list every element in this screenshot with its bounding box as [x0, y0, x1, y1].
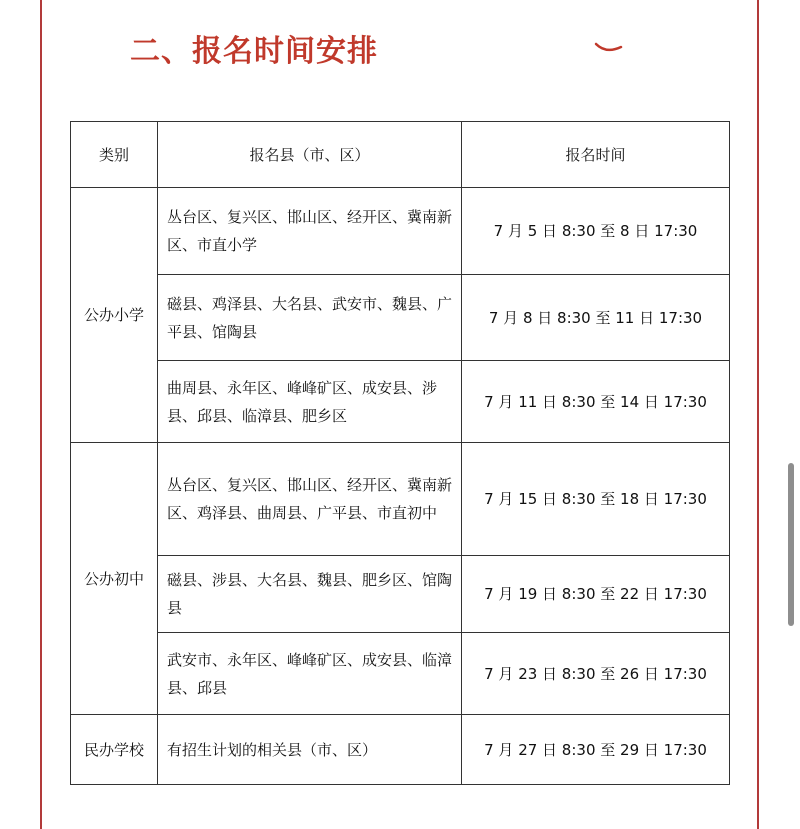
table-row: [71, 275, 730, 361]
page-border-right: [757, 0, 759, 829]
table-row: [71, 188, 730, 275]
table-row: [71, 443, 730, 556]
category-cell: 民办学校: [71, 715, 158, 785]
time-cell: 7 月 5 日 8:30 至 8 日 17:30: [462, 188, 730, 275]
category-cell: 公办小学: [71, 188, 158, 443]
time-cell: 7 月 23 日 8:30 至 26 日 17:30: [462, 633, 730, 715]
table-row: [71, 361, 730, 443]
table-row: [71, 556, 730, 633]
header-time: 报名时间: [462, 122, 730, 188]
counties-cell: 武安市、永年区、峰峰矿区、成安县、临漳县、邱县: [158, 633, 462, 715]
counties-cell: 丛台区、复兴区、邯山区、经开区、冀南新区、鸡泽县、曲周县、广平县、市直初中: [158, 443, 462, 556]
table-header-row: [71, 122, 730, 188]
table-row: [71, 715, 730, 785]
time-cell: 7 月 8 日 8:30 至 11 日 17:30: [462, 275, 730, 361]
header-category: 类别: [71, 122, 158, 188]
time-cell: 7 月 11 日 8:30 至 14 日 17:30: [462, 361, 730, 443]
time-cell: 7 月 19 日 8:30 至 22 日 17:30: [462, 556, 730, 633]
category-cell: 公办初中: [71, 443, 158, 715]
time-cell: 7 月 15 日 8:30 至 18 日 17:30: [462, 443, 730, 556]
registration-schedule-table: [70, 121, 730, 785]
counties-cell: 曲周县、永年区、峰峰矿区、成安县、涉县、邱县、临漳县、肥乡区: [158, 361, 462, 443]
counties-cell: 磁县、鸡泽县、大名县、武安市、魏县、广平县、馆陶县: [158, 275, 462, 361]
counties-cell: 有招生计划的相关县（市、区）: [158, 715, 462, 785]
counties-cell: 丛台区、复兴区、邯山区、经开区、冀南新区、市直小学: [158, 188, 462, 275]
scrollbar-thumb[interactable]: [788, 463, 794, 626]
page-border-left: [40, 0, 42, 829]
header-counties: 报名县（市、区）: [158, 122, 462, 188]
time-cell: 7 月 27 日 8:30 至 29 日 17:30: [462, 715, 730, 785]
counties-cell: 磁县、涉县、大名县、魏县、肥乡区、馆陶县: [158, 556, 462, 633]
section-heading: 二、报名时间安排: [130, 34, 378, 69]
table-row: [71, 633, 730, 715]
decorative-swoosh-icon: [594, 38, 624, 58]
